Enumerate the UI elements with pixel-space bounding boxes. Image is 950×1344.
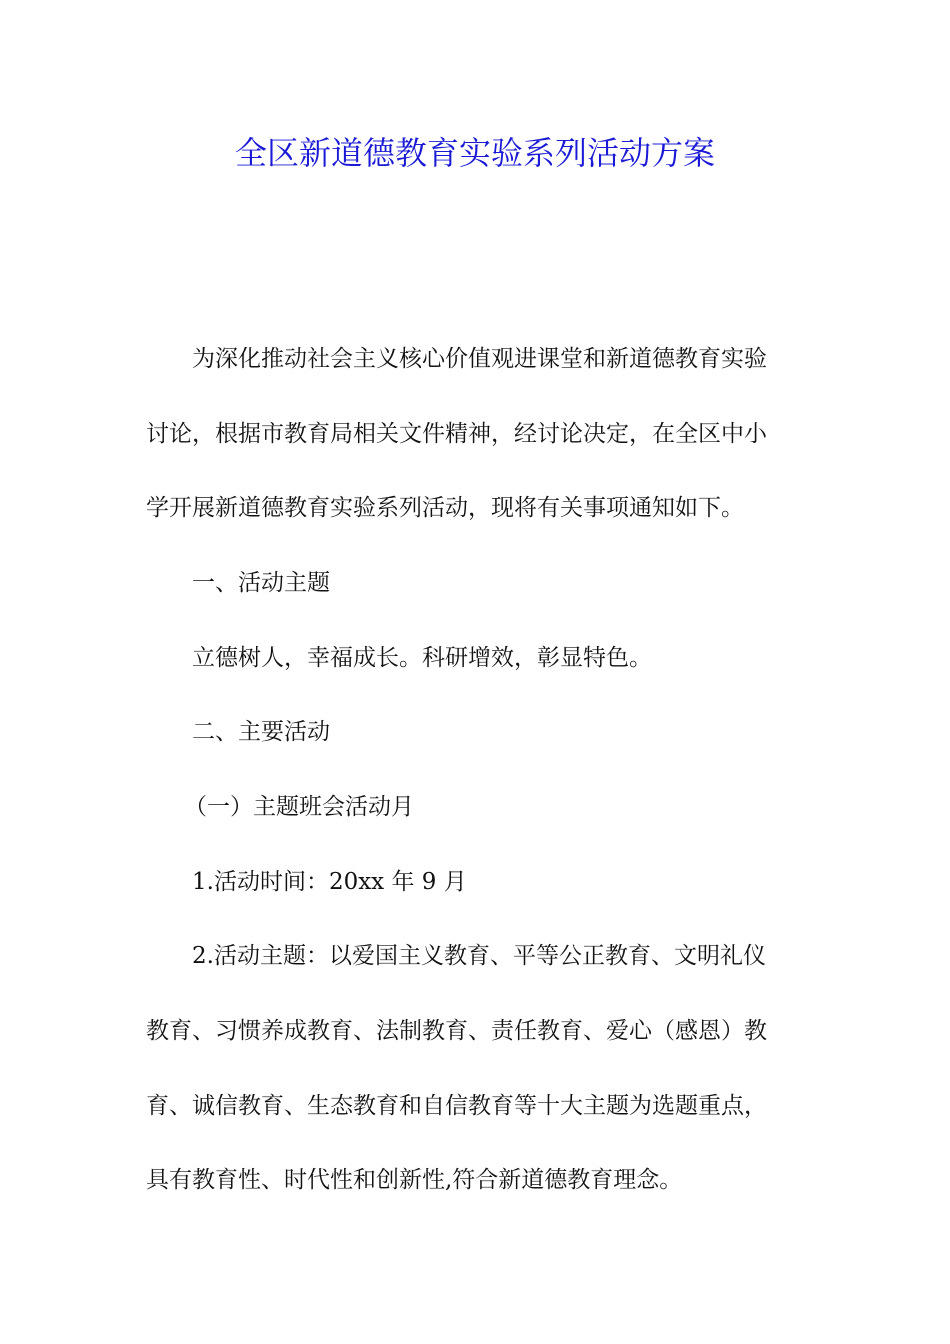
item-activity-theme-line-4: 具有教育性、时代性和创新性,符合新道德教育理念。 (146, 1167, 683, 1193)
section-heading-theme: 一、活动主题 (192, 570, 330, 596)
item-activity-theme-line-3: 育、诚信教育、生态教育和自信教育等十大主题为选题重点， (146, 1093, 767, 1119)
intro-line-2: 讨论，根据市教育局相关文件精神，经讨论决定，在全区中小 (146, 421, 767, 447)
intro-line-3: 学开展新道德教育实验系列活动，现将有关事项通知如下。 (146, 495, 744, 521)
document-title: 全区新道德教育实验系列活动方案 (234, 134, 715, 172)
intro-line-1: 为深化推动社会主义核心价值观进课堂和新道德教育实验 (192, 346, 767, 372)
theme-text: 立德树人，幸福成长。科研增效，彰显特色。 (192, 645, 652, 671)
subsection-heading-class-meeting: （一）主题班会活动月 (184, 794, 414, 820)
item-activity-theme-line-1: 2.活动主题：以爱国主义教育、平等公正教育、文明礼仪 (192, 943, 766, 969)
item-activity-theme-line-2: 教育、习惯养成教育、法制教育、责任教育、爱心（感恩）教 (146, 1018, 767, 1044)
item-activity-time: 1.活动时间：20xx 年 9 月 (192, 869, 467, 895)
section-heading-activities: 二、主要活动 (192, 719, 330, 745)
